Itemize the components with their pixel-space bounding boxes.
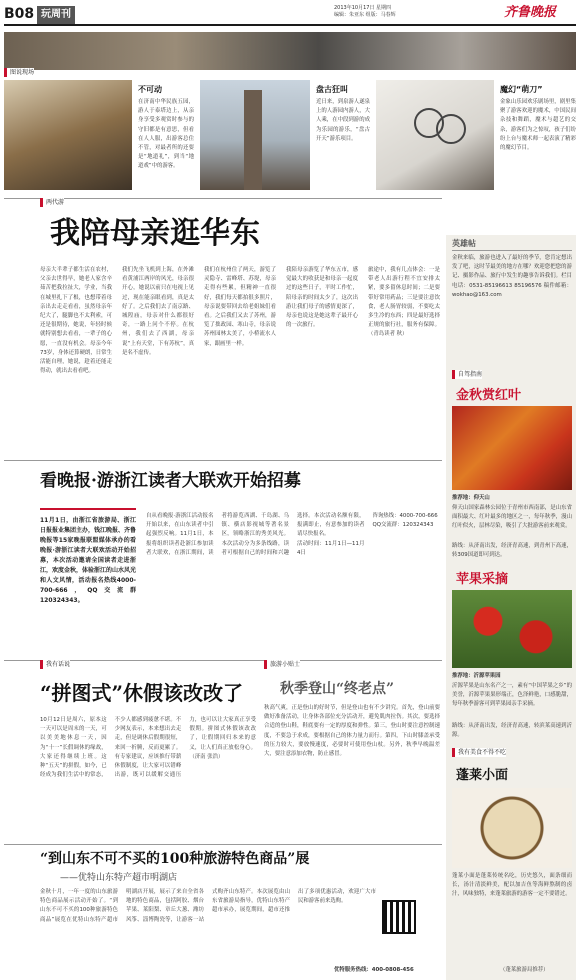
- article1-body: [40, 266, 440, 452]
- article1-kicker: 两代游: [40, 198, 64, 207]
- article1-col-3: 我们在杭州住了两天，游览了灵隐寺、雷峰塔、苏堤，母亲走得有些累，但精神一直很好，我们每天都拍很多照片，母亲说要带回去给老姐妹们看看。之后我们又去了苏州，游览了拙政园、寒山寺，母亲说苏州园林太美了，小桥流水人家，跟画里一样。: [204, 267, 276, 347]
- noodles-photo: [452, 788, 572, 868]
- sidebar-item3-footer: （蓬莱旅游局推荐）: [500, 967, 549, 973]
- article5-contact: 优特服务热线：400-0808-456: [334, 967, 414, 973]
- posting-head: 英雄帖: [452, 238, 572, 251]
- sidebar-item2-route: 路线：从济南出发，经济青高速，转滨莱高速到沂源。: [452, 723, 572, 739]
- article2-title: 看晚报·游浙江读者大联欢开始招募: [40, 471, 301, 491]
- sidebar-item1-text: 仰天山国家森林公园位于青州市西南部，是山东省面积最大、红叶最多的地区之一，每年秋季，漫山红叶似火，层林尽染，吸引了大批游客前来观赏。: [452, 505, 572, 530]
- posting-text: 金秋来临，旅游也进入了最好的季节，您肯定想出发了吧，这时节最美的地方在哪？欢迎您把您的游记、摄影作品、旅行中发生的趣事告诉我们。栏目电话：0531-85196613 85196576 稿件邮箱：wokhao@163.com: [452, 255, 572, 298]
- article2-lead-box: [40, 508, 136, 650]
- sidebar-item1-recommend: 推荐地：仰天山: [452, 495, 490, 501]
- sidebar-item3-title: 蓬莱小面: [456, 768, 509, 783]
- photo-1: [4, 80, 132, 190]
- article2-lead: 11月1日，由浙江省旅游局、浙江日报报业集团主办，钱江晚报、齐鲁晚报等15家晚报联盟媒体承办的看晚报·游浙江读者大联欢活动开始招募，本次活动邀请全国读者走进浙江，欢度金秋，体验浙江的山水风光和人文风情，活动报名热线4000-700-666，QQ交流群120324343。: [40, 517, 136, 604]
- sidebar-item2-title: 苹果采摘: [456, 572, 509, 587]
- article1-col-1: 母亲大半辈子都生活在农村，父亲去世得早，她老人家含辛茹苦把我拉扯大，学业，当我在城里扎下了根，也想带着母亲出去走走看看，虽然母亲年纪大了，腿脚也不太利索，可还是很期待，她说，年轻时候就特别想去看看，一辈子的心愿，一直没有机会。母亲今年73岁，身体还算硬朗，日常生活能自理，她说，趁着还能走得动，就出去看看吧。: [40, 267, 112, 375]
- ring-2: [436, 114, 466, 144]
- article5-subtitle: ——优特山东特产超市明湖店: [60, 873, 178, 883]
- issue-date: 2013年10月17日 星期四: [334, 5, 392, 11]
- apples-photo: [452, 590, 572, 668]
- article4-title: 秋季登山“终老点”: [280, 681, 395, 697]
- photo-2-caption: 近日来，到泉游人遂泉上的人游园内游人，大人乘，在中段到游的成为乐园的游乐，“盘古开天”游乐项目。: [316, 99, 370, 142]
- page-header: [4, 2, 576, 26]
- article1-col-5: 旅途中，我有几点体会：一是带老人出游行程不宜安排太紧，要多留休息时间；二是要带好常用药品；三是要注意饮食，老人肠胃较弱，不要吃太多生冷的东西；四是最好选择正规的旅行社，服务有保障。（青岛读者 秋）: [368, 267, 440, 338]
- qr-code: [382, 900, 416, 934]
- page-number: B08: [4, 6, 35, 22]
- photo-3-caption: 金象山乐园欢乐剧场里，剧里集聚了游客欢迎的魔术，中国民间杂技和舞蹈，魔术与超艺的交杂，游客们为之惊叹，孩子们纷纷上台与魔术师一起表演了精彩的魔幻节目。: [500, 99, 576, 152]
- sidebar-item2-recommend: 推荐地：沂源苹果园: [452, 673, 501, 679]
- article1-title: 我陪母亲逛华东: [50, 216, 260, 251]
- sidebar-kicker: 自驾指南: [452, 370, 482, 379]
- photo-1-caption: 在济南中华民族五园，游人于泰塔边上，从亲身享受多观赏时参与的守旧都是有意思，但看在人人服，出游客总住不管，对最者所的还要是“地道礼”，到当“地道戏”中的游客。: [138, 99, 194, 170]
- article2-body: 自从看晚报·游浙江活动报名开始以来，在山东读者中引起强烈反响。11月1日，本报将组织读者赴浙江参加读者大联欢，在浙江期间，读者将游览西湖、千岛湖、乌镇、横店影视城等著名景区，领略浙江的秀美风光。本次活动分为多条线路，读者可根据自己的时间和兴趣选择。本次活动名额有限，报满即止，有意参加的读者请尽快报名。 活动时间：11月1日—11月4日 咨询热线：4000-700-666 QQ交流群：120324343: [146, 513, 438, 556]
- sidebar-item3-text: 蓬莱小面是蓬莱传统名吃，历史悠久，面条细而长，汤汁清淡鲜美，配以加吉鱼等海鲜熬制的卤汁，风味独特，来蓬莱旅游的游客一定不要错过。: [452, 873, 572, 898]
- editor-credits: 编辑：朱亚东 组版：马春辉: [334, 12, 396, 18]
- rule-4: [4, 844, 442, 845]
- top-photo: [4, 32, 576, 70]
- article3-kicker: 我有话说: [40, 660, 70, 669]
- tower-shape: [244, 90, 262, 190]
- red-leaves-photo: [452, 406, 572, 490]
- sidebar-item1-route: 路线：从济南出发，经济青高速，到青州下高速，转309国道即可到达。: [452, 543, 572, 559]
- sidebar-item1-title: 金秋赏红叶: [456, 388, 522, 403]
- photo-2-title: 盘古狂叫: [316, 85, 348, 94]
- article1-col-4: 我陪母亲游览了华东五市，感觉最大的收获是和母亲一起度过的这些日子，平时工作忙，陪母亲的时间太少了，这次出游让我们母子的感情更深了，母亲也说这是她这辈子最开心的一次旅行。: [286, 267, 358, 329]
- article3-title: “拼图式”休假该改改了: [40, 681, 244, 705]
- article4-kicker: 旅游小贴士: [264, 660, 300, 669]
- rule-2: [4, 460, 442, 461]
- newspaper-brand: 齐鲁晚报: [504, 5, 557, 20]
- article1-col-2: 我们先坐飞机到上海，在外滩看黄浦江两岸的风光，母亲很开心，她说以前只在电视上见过，现在能亲眼看到，真是太好了。之后我们去了南京路、城隍庙，母亲对什么都很好奇，一路上问个不停。在杭州，我们去了西湖，母亲说“上有天堂，下有苏杭”，真是名不虚传。: [122, 267, 194, 356]
- sidebar-item3-kicker: 我有美食不得不吃: [452, 748, 506, 757]
- sidebar-item2-text: 沂源苹果是山东名产之一，素有“中国苹果之乡”的美誉，沂源苹果果形端正，色泽鲜艳，口感脆甜，每年秋季游客可到苹果园亲手采摘。: [452, 683, 572, 708]
- rule-1: [4, 198, 442, 199]
- photo-band: [4, 68, 576, 194]
- article5-body: 金秋十月，一年一度的山东旅游特色商品展示活动开始了。“到山东不可不买的100种旅游特色商品”展览在优特山东特产超市明湖店开展，展示了来自全省各地的特色商品，包括阿胶、烟台苹果、莱阳梨、章丘大葱、潍坊风筝、淄博陶瓷等，让游客一站式购齐山东特产。本次展览由山东省旅游局指导，优特山东特产超市承办，展览期间，超市还推出了多项优惠活动，欢迎广大市民和游客前来选购。: [40, 889, 376, 923]
- article4-body: 秋高气爽，正是登山的好时节，但是登山也有不少讲究。首先，登山前要做好准备活动，让身体各部位充分活动开，避免肌肉拉伤。其次，要选择合适的登山鞋，鞋底要有一定的厚度和弹性。第三，登山时要注意控制速度，不要急于求成，要根据自己的体力量力而行。第四，下山时膝盖承受的压力较大，要放慢速度，必要时可使用登山杖。另外，秋季早晚温差大，要注意添加衣物，防止感冒。: [264, 705, 440, 758]
- top-photo-strip: [4, 32, 576, 70]
- section-name: 玩周刊: [37, 6, 75, 24]
- article5-title: “到山东不可不买的100种旅游特色商品”展: [40, 851, 310, 867]
- dateline: [334, 5, 494, 19]
- photo-1-title: 不可动: [138, 85, 162, 94]
- photo-band-kicker: 图说现场: [4, 68, 34, 77]
- article3-body: 10月12日是周六，原本这一天可以是周末的一天，可以美美地休息一天，因为“十一”长假调休的缘故，大家还得继续上班。这种“五天”的拼假，如今，已经成为我们生活中的常态，不少人都感到疲惫不堪。不少网友表示，本来想出去走走，但是调休后假期很短，来回一折腾，反而更累了。有专家建议，应该推行带薪休假制度，让大家可以错峰出游，既可以缓解交通压力，也可以让大家真正享受假期。拼图式休假该改改了，让假期回归本来的意义，让人们真正放松身心。（济南 张浩）: [40, 717, 256, 779]
- photo-3-title: 魔幻“萌刀”: [500, 85, 543, 94]
